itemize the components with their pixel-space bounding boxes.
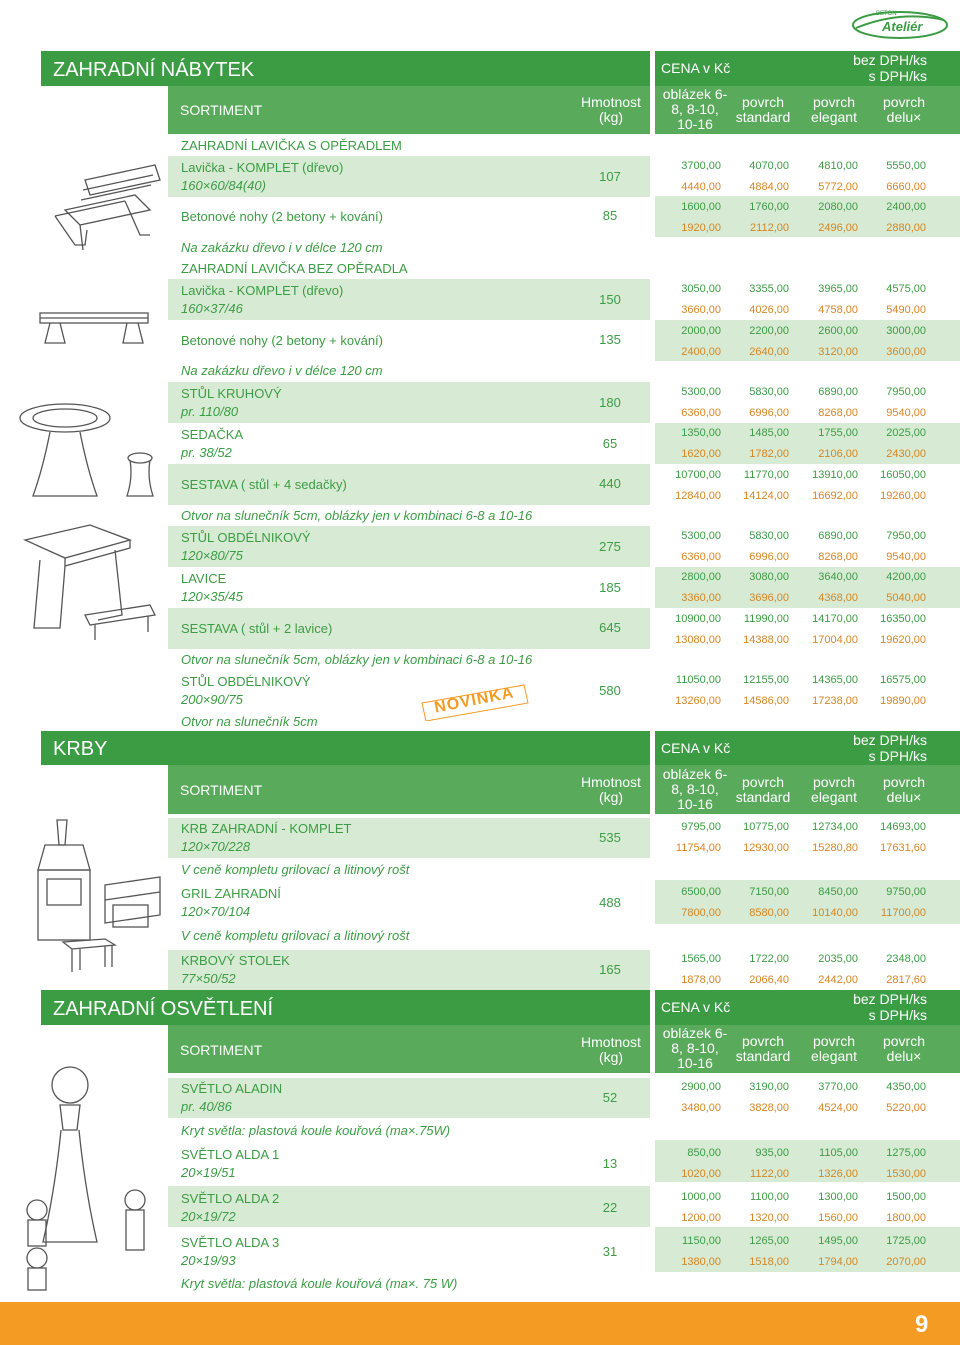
price-excl-vat: 3190,00 [749,1081,789,1093]
price-incl-vat: 9540,00 [886,551,926,563]
product-name: SEDAČKA [181,427,244,442]
price-excl-vat: 935,00 [755,1147,789,1159]
vat-excl-label: bez DPH/ks [853,52,927,68]
product-weight: 65 [602,436,618,451]
price-excl-vat: 16575,00 [880,674,926,686]
column-header-oblazek: oblázek 6-8, 8-10, 10-16 [662,1025,728,1071]
price-incl-vat: 1794,00 [818,1256,858,1268]
price-excl-vat: 6500,00 [681,886,721,898]
round-table-stool-icon [15,398,155,508]
price-incl-vat: 4758,00 [818,304,858,316]
price-excl-vat: 11050,00 [675,674,721,686]
price-incl-vat: 2106,00 [818,448,858,460]
price-incl-vat: 12840,00 [675,490,721,502]
price-incl-vat: 11700,00 [880,907,926,919]
price-incl-vat: 8268,00 [818,407,858,419]
price-incl-vat: 5772,00 [818,181,858,193]
column-header-standard: povrch standard [735,774,791,805]
price-incl-vat: 2070,00 [886,1256,926,1268]
product-weight: 85 [602,208,618,223]
price-excl-vat: 4200,00 [886,571,926,583]
price-excl-vat: 11990,00 [743,613,789,625]
price-incl-vat: 8580,00 [749,907,789,919]
price-excl-vat: 14365,00 [812,674,858,686]
product-name: ZAHRADNÍ LAVIČKA S OPĚRADLEM [181,138,402,153]
price-incl-vat: 3360,00 [681,592,721,604]
price-excl-vat: 5830,00 [749,530,789,542]
price-incl-vat: 19890,00 [880,695,926,707]
product-name: SESTAVA ( stůl + 4 sedačky) [181,477,347,492]
price-incl-vat: 1518,00 [749,1256,789,1268]
price-incl-vat: 6360,00 [681,551,721,563]
price-incl-vat: 13260,00 [675,695,721,707]
product-dimensions: pr. 110/80 [181,404,239,419]
price-excl-vat: 16350,00 [880,613,926,625]
price-excl-vat: 8450,00 [818,886,858,898]
price-incl-vat: 1380,00 [681,1256,721,1268]
price-excl-vat: 7950,00 [886,386,926,398]
note-text: V ceně kompletu grilovací a litinový rošt [181,862,410,877]
price-excl-vat: 9750,00 [886,886,926,898]
price-incl-vat: 2066,40 [749,974,789,986]
novinka-label: NOVINKA [433,684,516,717]
product-weight: 535 [599,830,621,845]
price-excl-vat: 1495,00 [818,1235,858,1247]
product-weight: 165 [599,962,621,977]
product-dimensions: pr. 40/86 [181,1099,232,1114]
price-excl-vat: 13910,00 [812,469,858,481]
note-text: Otvor na slunečník 5cm, oblázky jen v kombinaci 6-8 a 10-16 [181,652,533,667]
section-title-fireplaces: KRBY [53,738,108,760]
price-incl-vat: 14388,00 [743,634,789,646]
price-incl-vat: 3660,00 [681,304,721,316]
price-excl-vat: 5300,00 [681,530,721,542]
price-incl-vat: 10140,00 [812,907,858,919]
bench-with-backrest-icon [25,150,165,260]
price-excl-vat: 4575,00 [886,283,926,295]
price-incl-vat: 3696,00 [749,592,789,604]
product-name: KRBOVÝ STOLEK [181,953,290,968]
price-incl-vat: 6996,00 [749,407,789,419]
product-name: STŮL OBDÉLNIKOVÝ [181,530,311,545]
novinka-badge [420,683,530,721]
note-text: Kryt světla: plastová koule kouřová (ma×.75W) [181,1123,451,1138]
price-incl-vat: 1122,00 [750,1168,789,1180]
price-incl-vat: 5490,00 [886,304,926,316]
price-incl-vat: 4884,00 [749,181,789,193]
price-excl-vat: 4810,00 [818,160,858,172]
price-incl-vat: 1800,00 [886,1212,926,1224]
price-incl-vat: 2496,00 [818,222,858,234]
price-incl-vat: 17631,60 [880,842,926,854]
product-name: Lavička - KOMPLET (dřevo) [181,160,344,175]
price-excl-vat: 3770,00 [818,1081,858,1093]
logo-main-text: Ateliér [882,19,923,34]
price-excl-vat: 7950,00 [886,530,926,542]
price-excl-vat: 3965,00 [818,283,858,295]
price-excl-vat: 1350,00 [681,427,721,439]
product-name: SVĚTLO ALDA 1 [181,1147,280,1162]
price-incl-vat: 16692,00 [812,490,858,502]
sortiment-label-lighting: SORTIMENT [180,1042,263,1058]
bench-no-backrest-icon [35,308,155,348]
price-excl-vat: 14693,00 [880,821,926,833]
price-incl-vat: 3828,00 [749,1102,789,1114]
price-incl-vat: 14124,00 [743,490,789,502]
brand-logo [850,6,950,40]
product-dimensions: 160×37/46 [181,301,243,316]
column-header-delux: povrch delu× [882,94,926,125]
product-weight: 150 [599,292,621,307]
price-excl-vat: 6890,00 [818,530,858,542]
price-excl-vat: 2000,00 [681,325,721,337]
product-dimensions: 77×50/52 [181,971,236,986]
price-incl-vat: 7800,00 [681,907,721,919]
price-excl-vat: 9795,00 [681,821,721,833]
product-name: KRB ZAHRADNÍ - KOMPLET [181,821,352,836]
price-incl-vat: 4440,00 [681,181,721,193]
price-excl-vat: 6890,00 [818,386,858,398]
price-incl-vat: 14586,00 [743,695,789,707]
column-header-oblazek: oblázek 6-8, 8-10, 10-16 [662,766,728,812]
price-incl-vat: 1878,00 [681,974,721,986]
price-incl-vat: 19620,00 [880,634,926,646]
weight-header-fireplaces: Hmotnost (kg) [581,774,641,805]
price-excl-vat: 2025,00 [886,427,926,439]
price-incl-vat: 5040,00 [886,592,926,604]
product-weight: 645 [599,620,621,635]
price-excl-vat: 3700,00 [681,160,721,172]
price-excl-vat: 1000,00 [681,1191,721,1203]
product-weight: 180 [599,395,621,410]
product-name: STŮL OBDÉLNIKOVÝ [181,674,311,689]
price-excl-vat: 5300,00 [681,386,721,398]
price-excl-vat: 14170,00 [812,613,858,625]
column-header-elegant: povrch elegant [811,1033,857,1064]
column-header-delux: povrch delu× [882,1033,926,1064]
price-excl-vat: 10900,00 [675,613,721,625]
product-dimensions: 20×19/51 [181,1165,236,1180]
product-name: ZAHRADNÍ LAVIČKA BEZ OPĚRADLA [181,261,408,276]
price-incl-vat: 1320,00 [749,1212,789,1224]
price-excl-vat: 1485,00 [749,427,789,439]
price-excl-vat: 2348,00 [886,953,926,965]
price-excl-vat: 1275,00 [886,1147,926,1159]
price-excl-vat: 10700,00 [675,469,721,481]
product-name: SVĚTLO ALADIN [181,1081,283,1096]
price-excl-vat: 1500,00 [886,1191,926,1203]
product-name: LAVICE [181,571,227,586]
price-excl-vat: 3640,00 [818,571,858,583]
note-text: Otvor na slunečník 5cm, oblázky jen v kombinaci 6-8 a 10-16 [181,508,533,523]
price-title: CENA v Kč [661,740,731,756]
product-weight: 31 [602,1244,618,1259]
product-weight: 107 [599,169,621,184]
garden-lights-icon [15,1060,155,1300]
product-dimensions: 120×35/45 [181,589,243,604]
price-incl-vat: 4026,00 [749,304,789,316]
product-dimensions: pr. 38/52 [181,445,232,460]
product-weight: 185 [599,580,621,595]
product-name: Lavička - KOMPLET (dřevo) [181,283,344,298]
price-excl-vat: 1565,00 [681,953,721,965]
price-excl-vat: 1755,00 [818,427,858,439]
price-excl-vat: 5550,00 [886,160,926,172]
price-incl-vat: 6360,00 [681,407,721,419]
note-text: Na zakázku dřevo i v délce 120 cm [181,363,383,378]
section-header-fireplaces [41,731,650,765]
column-header-standard: povrch standard [735,1033,791,1064]
price-excl-vat: 850,00 [687,1147,721,1159]
price-title: CENA v Kč [661,60,731,76]
page-number: 9 [915,1311,929,1338]
weight-header-lighting: Hmotnost (kg) [581,1034,641,1065]
price-incl-vat: 12930,00 [743,842,789,854]
product-name: Betonové nohy (2 betony + kování) [181,333,383,348]
product-dimensions: 120×70/104 [181,904,251,919]
price-excl-vat: 1150,00 [682,1235,721,1247]
note-text: Kryt světla: plastová koule kouřová (ma×. 75 W) [181,1276,458,1291]
note-text: Otvor na slunečník 5cm [181,714,318,729]
fireplace-table-icon [60,937,120,977]
price-excl-vat: 4070,00 [749,160,789,172]
price-incl-vat: 4524,00 [818,1102,858,1114]
price-incl-vat: 2112,00 [750,222,789,234]
price-incl-vat: 15280,80 [812,842,858,854]
vat-incl-label: s DPH/ks [868,748,927,764]
product-name: Betonové nohy (2 betony + kování) [181,209,383,224]
fireplace-grill-icon [35,815,165,950]
price-excl-vat: 16050,00 [880,469,926,481]
note-text: Na zakázku dřevo i v délce 120 cm [181,240,383,255]
price-incl-vat: 1920,00 [681,222,721,234]
price-incl-vat: 3600,00 [886,346,926,358]
section-title-furniture: ZAHRADNÍ NÁBYTEK [53,59,255,81]
price-excl-vat: 2035,00 [818,953,858,965]
product-dimensions: 20×19/72 [181,1209,236,1224]
price-excl-vat: 1300,00 [818,1191,858,1203]
product-weight: 22 [602,1200,618,1215]
price-incl-vat: 6996,00 [749,551,789,563]
column-header-oblazek: oblázek 6-8, 8-10, 10-16 [662,86,728,132]
product-dimensions: 120×70/228 [181,839,251,854]
price-excl-vat: 1265,00 [749,1235,789,1247]
column-header-standard: povrch standard [735,94,791,125]
price-incl-vat: 4368,00 [818,592,858,604]
product-weight: 488 [599,895,621,910]
price-incl-vat: 19260,00 [880,490,926,502]
price-title: CENA v Kč [661,999,731,1015]
price-incl-vat: 2400,00 [681,346,721,358]
price-excl-vat: 1100,00 [750,1191,789,1203]
footer-bar [0,1302,960,1345]
price-incl-vat: 1620,00 [681,448,721,460]
price-excl-vat: 2200,00 [749,325,789,337]
price-excl-vat: 12155,00 [743,674,789,686]
price-excl-vat: 2600,00 [818,325,858,337]
column-header-elegant: povrch elegant [811,94,857,125]
price-incl-vat: 17238,00 [812,695,858,707]
price-excl-vat: 1725,00 [886,1235,926,1247]
vat-incl-label: s DPH/ks [868,1007,927,1023]
sortiment-label: SORTIMENT [180,102,263,118]
price-excl-vat: 1105,00 [819,1147,858,1159]
rect-table-benches-icon [20,520,160,645]
price-excl-vat: 1760,00 [749,201,789,213]
product-weight: 13 [602,1156,618,1171]
logo-top-text: BETON [876,11,897,17]
weight-header: Hmotnost (kg) [581,94,641,125]
price-incl-vat: 1530,00 [886,1168,926,1180]
price-incl-vat: 1020,00 [681,1168,721,1180]
price-incl-vat: 2817,60 [886,974,926,986]
price-incl-vat: 1782,00 [749,448,789,460]
product-name: SESTAVA ( stůl + 2 lavice) [181,621,333,636]
product-weight: 275 [599,539,621,554]
price-incl-vat: 13080,00 [675,634,721,646]
price-incl-vat: 6660,00 [886,181,926,193]
price-incl-vat: 17004,00 [812,634,858,646]
price-excl-vat: 2080,00 [818,201,858,213]
price-incl-vat: 2442,00 [818,974,858,986]
price-incl-vat: 11754,00 [675,842,721,854]
price-incl-vat: 1326,00 [818,1168,858,1180]
price-excl-vat: 3050,00 [681,283,721,295]
vat-excl-label: bez DPH/ks [853,732,927,748]
product-dimensions: 20×19/93 [181,1253,236,1268]
product-weight: 580 [599,683,621,698]
price-incl-vat: 1200,00 [681,1212,721,1224]
section-title-lighting: ZAHRADNÍ OSVĚTLENÍ [53,998,274,1020]
price-excl-vat: 5830,00 [749,386,789,398]
price-incl-vat: 3120,00 [818,346,858,358]
price-excl-vat: 3080,00 [749,571,789,583]
product-dimensions: 120×80/75 [181,548,243,563]
price-excl-vat: 10775,00 [743,821,789,833]
product-weight: 52 [602,1090,618,1105]
price-excl-vat: 11770,00 [743,469,789,481]
product-dimensions: 160×60/84(40) [181,178,266,193]
price-excl-vat: 3355,00 [749,283,789,295]
product-name: SVĚTLO ALDA 2 [181,1191,280,1206]
column-header-elegant: povrch elegant [811,774,857,805]
product-weight: 135 [599,332,621,347]
product-dimensions: 200×90/75 [181,692,243,707]
product-weight: 440 [599,476,621,491]
price-incl-vat: 3480,00 [681,1102,721,1114]
price-excl-vat: 7150,00 [749,886,789,898]
price-incl-vat: 2430,00 [886,448,926,460]
price-incl-vat: 1560,00 [818,1212,858,1224]
product-name: GRIL ZAHRADNÍ [181,886,281,901]
price-incl-vat: 2880,00 [886,222,926,234]
price-excl-vat: 1722,00 [749,953,789,965]
price-excl-vat: 2900,00 [681,1081,721,1093]
price-incl-vat: 2640,00 [749,346,789,358]
vat-incl-label: s DPH/ks [868,68,927,84]
column-header-delux: povrch delu× [882,774,926,805]
vat-excl-label: bez DPH/ks [853,991,927,1007]
price-excl-vat: 12734,00 [812,821,858,833]
price-excl-vat: 2400,00 [886,201,926,213]
price-excl-vat: 2800,00 [681,571,721,583]
product-name: SVĚTLO ALDA 3 [181,1235,280,1250]
price-excl-vat: 4350,00 [886,1081,926,1093]
price-excl-vat: 3000,00 [886,325,926,337]
price-incl-vat: 9540,00 [886,407,926,419]
price-incl-vat: 8268,00 [818,551,858,563]
product-name: STŮL KRUHOVÝ [181,386,282,401]
price-excl-vat: 1600,00 [681,201,721,213]
price-incl-vat: 5220,00 [886,1102,926,1114]
note-text: V ceně kompletu grilovací a litinový rošt [181,928,410,943]
sortiment-label-fireplaces: SORTIMENT [180,782,263,798]
